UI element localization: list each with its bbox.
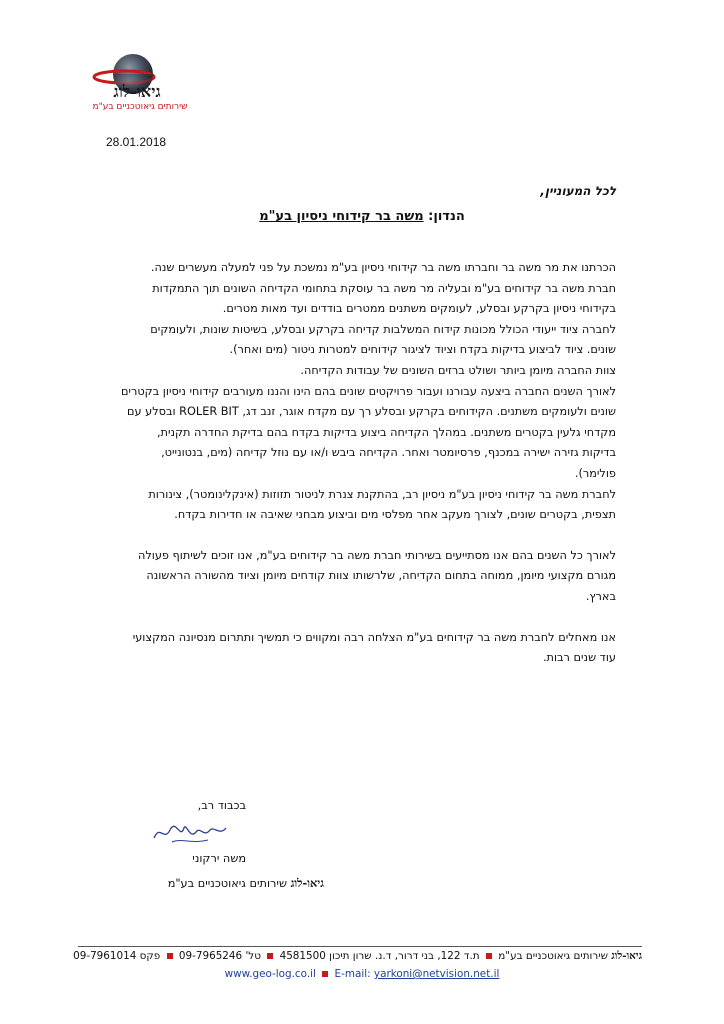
bullet-square-icon (267, 953, 273, 959)
body-paragraph-7: לאורך כל השנים בהם אנו מסתייעים בשירותי חברת משה בר קידוחים בע"מ, אנו זוכים לשיתוף פעולה מגורם מקצועי מיומן, ממוחה בתחום הקדיחה, שלרשותו צוות קודחים מיומן וציוד מהשורה הראשונה בארץ. (137, 548, 616, 603)
logo-name: גיאו-לוג (113, 82, 161, 101)
footer-web (0, 968, 724, 980)
signer-company-name: גיאו-לוג (290, 876, 324, 890)
signer-name: משה ירקוני (192, 852, 246, 865)
footer-fax: פקס 09-7961014 (73, 950, 161, 962)
body-paragraph-2: חברת משה בר קידוחים בע"מ ובעליה מר משה בר עוסקת בתחומי הקדיחה השונים תוך התמקדות בקידוחי ניסיון בקרקע ובסלע, לעומקים משתנים ממטרים בודדים ועד מאות מטרים. (152, 281, 616, 316)
logo-subtitle: שירותים גיאוטכניים בע"מ (92, 102, 188, 112)
body-paragraph-6: לחברת משה בר קידוחי ניסיון בע"מ ניסיון רב, בהתקנת צנרת לניטור תזוזות (אינקלינומטר), צינורות תצפית, בקטרים שונים, לצורך מעקב אחר מפלסי מים וביצוע מבחני שאיבה או חדירות בקדח. (148, 487, 616, 522)
letter-body (120, 258, 616, 669)
body-paragraph-5: לאורך השנים החברה ביצעה עבורנו ועבור פרויקטים שונים בהם הינו והננו מעורבים קידוחי ניסיון בקטרים שונים ולעומקים משתנים. הקידוחים בקרקע ובסלע רך עם מקדח אוגר, זנב דג, ROLER BIT ובסלע עם מקדחי גלעין בקטרים משתנים. במהלך הקדיחה ביצוע בדיקות בקדח בהם בדיקת החדרה תקנית, בדיקות גזירה ישירה במכנף, פרסיומטר ואחר. הקדיחה ביבש ו/או עם נוזל קדיחה (מים, בנטונייט, פולימר). (120, 384, 616, 480)
subject-prefix: הנדון: (428, 209, 465, 224)
letter-date: 28.01.2018 (106, 135, 167, 149)
body-paragraph-8: אנו מאחלים לחברת משה בר קידוחים בע"מ הצלחה רבה ומקווים כי תמשיך ותתרום מנסיונה המקצועי עוד שנים רבות. (132, 630, 616, 665)
bullet-square-icon (167, 953, 173, 959)
bullet-square-icon (486, 953, 492, 959)
greeting: לכל המעוניין, (540, 184, 616, 198)
body-paragraph-3: לחברה ציוד ייעודי הכולל מכונות קידוח המשלבות קדיחה בקרקע ובסלע, בשיטות שונות, ולעומקים שונים. ציוד לביצוע בדיקות בקדח וציוד לציגור קידוחים למטרות ניטור (מים ואחר). (150, 322, 616, 357)
closing-regards: בכבוד רב, (197, 799, 246, 812)
subject-line (0, 209, 724, 224)
footer-company-name: גיאו-לוג (611, 950, 642, 962)
footer-website-link[interactable]: www.geo-log.co.il (224, 968, 316, 980)
subject-text: משה בר קידוחי ניסיון בע"מ (259, 209, 424, 224)
signer-company (168, 876, 324, 890)
company-logo (86, 52, 196, 118)
footer-contact (60, 950, 642, 962)
bullet-square-icon (322, 971, 328, 977)
footer-email-label: E-mail: (334, 968, 371, 980)
footer-address: ת.ד 122, בני דרור, ד.נ. שרון תיכון 4581500 (279, 950, 480, 962)
footer-email-link[interactable]: yarkoni@netvision.net.il (373, 968, 500, 980)
footer-phone: טל' 09-7965246 (178, 950, 261, 962)
body-paragraph-1: הכרתנו את מר משה בר וחברתו משה בר קידוחי ניסיון בע"מ נמשכת על פני למעלה מעשרים שנה. (150, 261, 616, 274)
body-paragraph-4: צוות החברה מיומן ביותר ושולט ברזים השונים של עבודות הקדיחה. (300, 363, 616, 377)
footer-company-desc: שירותים גיאוטכניים בע"מ (498, 950, 608, 962)
handwritten-signature (150, 818, 230, 848)
footer-divider (78, 946, 642, 947)
signer-company-desc: שירותים גיאוטכניים בע"מ (167, 877, 287, 890)
